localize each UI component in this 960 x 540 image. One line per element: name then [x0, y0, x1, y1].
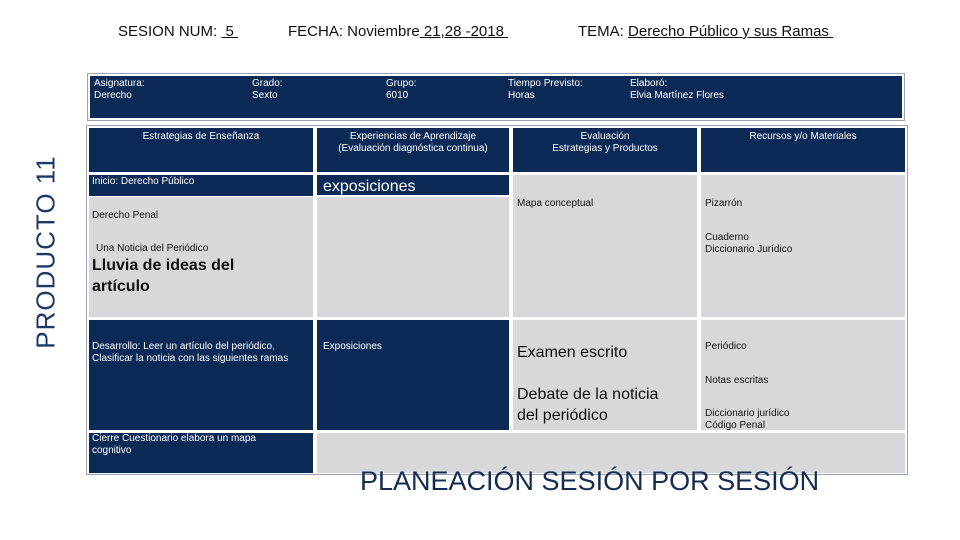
- header-evaluacion: [512, 127, 698, 173]
- noticia-text: Una Noticia del Periódico: [96, 243, 209, 254]
- desarrollo-line-2: Clasificar la noticia con las siguientes ramas: [92, 353, 289, 364]
- col3-mapa-cell: [512, 174, 698, 318]
- date-value: 21,28 -2018: [419, 23, 509, 40]
- elaboro-field: [630, 78, 724, 102]
- debate-line-2: del periódico: [517, 407, 608, 424]
- topic-label: TEMA:: [578, 23, 629, 40]
- lluvia-line-1: Lluvia de ideas del: [92, 257, 235, 274]
- notas-text: Notas escritas: [705, 375, 769, 386]
- asignatura-field: [94, 78, 145, 102]
- diccionario-text: [705, 408, 789, 432]
- side-title: PRODUCTO 11: [30, 155, 61, 349]
- lluvia-line-2: artículo: [92, 278, 150, 295]
- cierre-line-1: Cierre Cuestionario elabora un mapa: [92, 433, 256, 444]
- diccionario-line-2: Código Penal: [705, 420, 766, 431]
- header-recursos-label: Recursos y/o Materiales: [749, 131, 857, 142]
- periodico-text: Periódico: [705, 341, 747, 352]
- mapa-text: Mapa conceptual: [517, 198, 594, 209]
- header-experiencias-sub: (Evaluación diagnóstica continua): [338, 143, 488, 154]
- date-label: FECHA: Noviembre: [288, 23, 420, 40]
- session-value: 5: [221, 23, 239, 40]
- asignatura-label: Asignatura:: [94, 78, 145, 89]
- inicio-text: Inicio: Derecho Público: [92, 176, 195, 187]
- header-experiencias-label: Experiencias de Aprendizaje: [349, 131, 477, 142]
- header-evaluacion-label: Evaluación: [580, 131, 630, 142]
- derecho-penal-text: Derecho Penal: [92, 210, 159, 221]
- pizarron-text: Pizarrón: [705, 198, 743, 209]
- header-estrategias: [88, 127, 314, 173]
- cuaderno-line-1: Cuaderno: [705, 232, 749, 243]
- grado-label: Grado:: [252, 78, 283, 89]
- col2-mid-cell: [316, 196, 510, 318]
- info-bar: [88, 74, 904, 120]
- header-evaluacion-sub: Estrategias y Productos: [552, 143, 658, 154]
- col4-bottom-cell: [700, 319, 906, 431]
- grado-field: [252, 78, 283, 102]
- topic-value: Derecho Público y sus Ramas: [628, 23, 834, 40]
- exposiciones-small-text: Exposiciones: [323, 341, 382, 352]
- header-estrategias-label: Estrategias de Enseñanza: [142, 131, 260, 142]
- col4-top-cell: [700, 174, 906, 318]
- header-experiencias: [316, 127, 510, 173]
- session-number: [118, 23, 238, 40]
- grupo-value: 6010: [386, 90, 409, 101]
- debate-text: [517, 384, 658, 426]
- exposiciones-big-text: exposiciones: [323, 178, 416, 195]
- elaboro-label: Elaboró:: [630, 78, 668, 89]
- cierre-line-2: cognitivo: [92, 445, 132, 456]
- cuaderno-line-2: Diccionario Jurídico: [705, 244, 793, 255]
- tiempo-field: [508, 78, 583, 102]
- elaboro-value: Elvia Martínez Flores: [630, 90, 724, 101]
- cuaderno-text: [705, 232, 792, 256]
- desarrollo-text: [92, 341, 288, 365]
- col2-exposiciones-cell: [316, 319, 510, 431]
- col1-cierre-cell: [88, 432, 314, 474]
- col2-top-cell: [316, 174, 510, 196]
- grupo-label: Grupo:: [386, 78, 417, 89]
- tiempo-label: Tiempo Previsto:: [508, 78, 583, 89]
- header-recursos: [700, 127, 906, 173]
- asignatura-value: Derecho: [94, 90, 132, 101]
- session-topic: [578, 23, 833, 40]
- desarrollo-line-1: Desarrollo: Leer un artículo del periódico,: [92, 341, 275, 352]
- cierre-text: [92, 433, 256, 457]
- col1-derecho-penal-cell: [88, 196, 314, 318]
- tiempo-value: Horas: [508, 90, 535, 101]
- grado-value: Sexto: [252, 90, 278, 101]
- session-date: [288, 23, 508, 40]
- col1-desarrollo-cell: [88, 319, 314, 431]
- diccionario-line-1: Diccionario jurídico: [705, 408, 790, 419]
- debate-line-1: Debate de la noticia: [517, 386, 659, 403]
- grupo-field: [386, 78, 417, 102]
- session-label: SESION NUM:: [118, 23, 222, 40]
- background-title: PLANEACIÓN SESIÓN POR SESIÓN: [360, 466, 820, 496]
- lluvia-text: [92, 255, 234, 297]
- examen-text: Examen escrito: [517, 344, 628, 361]
- col3-examen-cell: [512, 319, 698, 431]
